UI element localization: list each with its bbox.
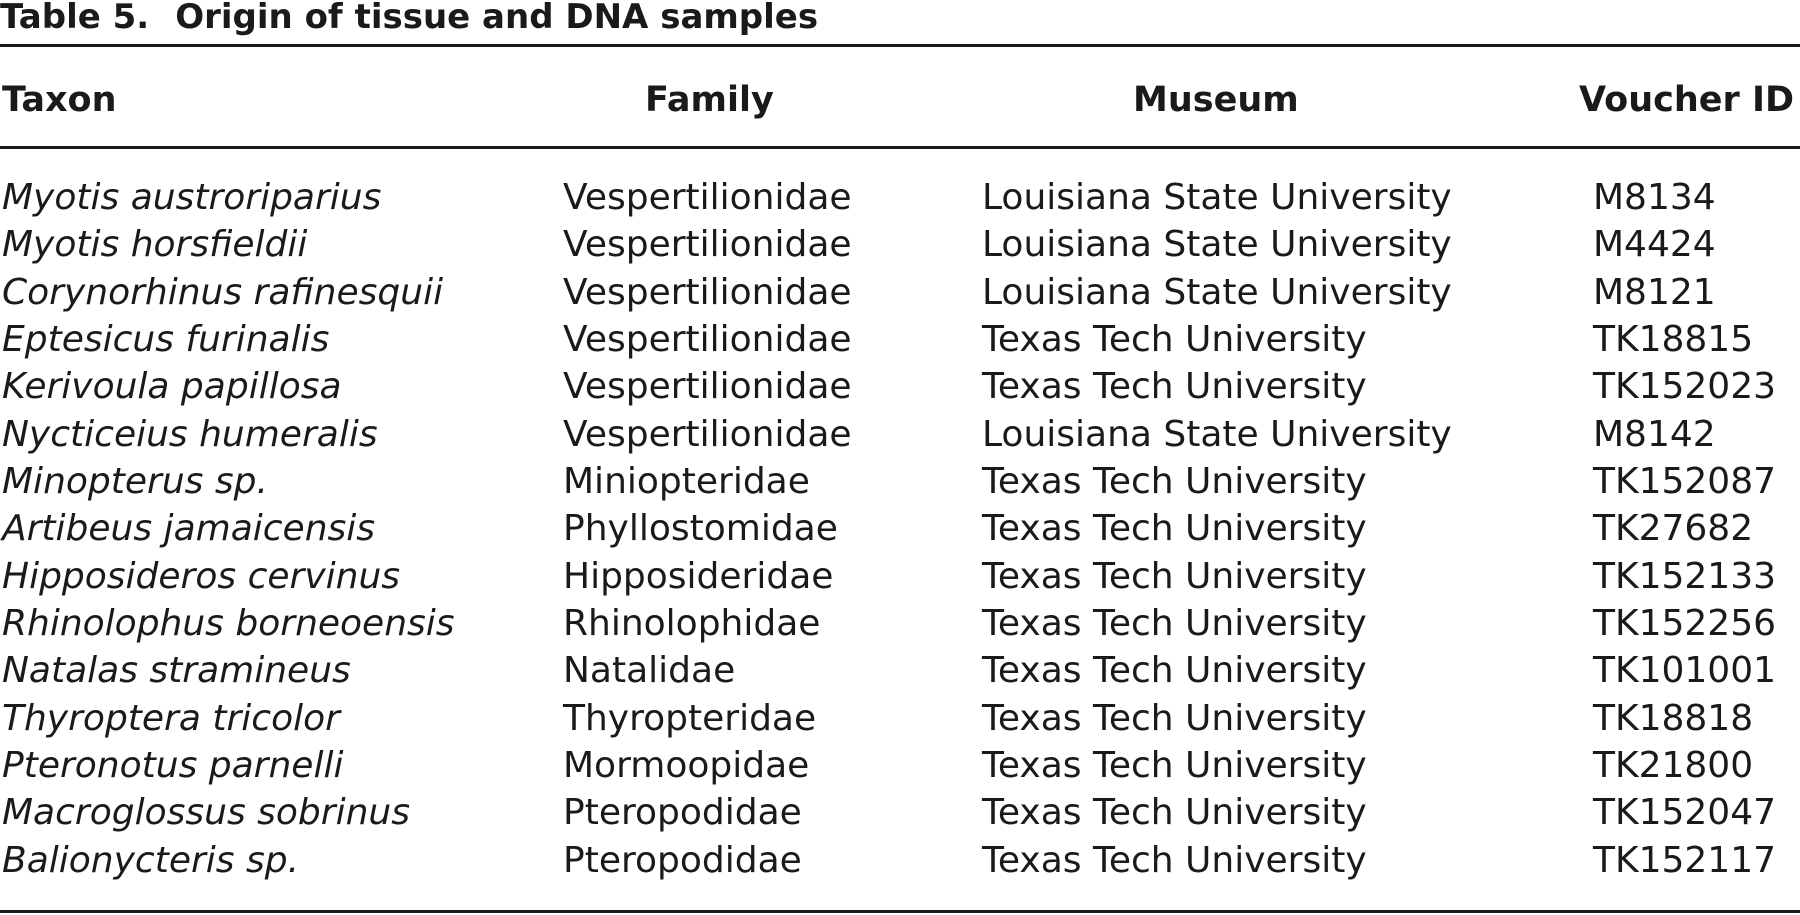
table-row	[0, 221, 1800, 268]
family-cell: Phyllostomidae	[563, 508, 838, 550]
voucher-id-cell: TK101001	[1593, 650, 1777, 692]
taxon-cell: Myotis horsfieldii	[2, 224, 308, 266]
family-cell: Pteropodidae	[563, 792, 802, 834]
taxon-cell: Corynorhinus rafinesquii	[2, 271, 444, 313]
voucher-id-cell: TK27682	[1593, 508, 1754, 550]
table-row	[0, 411, 1800, 458]
museum-cell: Texas Tech University	[982, 792, 1367, 834]
taxon-cell: Natalas stramineus	[2, 650, 351, 692]
header-rule	[0, 146, 1800, 149]
voucher-id-cell: TK18815	[1593, 318, 1754, 360]
column-header-family: Family	[645, 80, 774, 120]
museum-cell: Louisiana State University	[982, 177, 1452, 218]
family-cell: Vespertilionidae	[563, 224, 852, 266]
voucher-id-cell: M8142	[1593, 413, 1716, 455]
table-body	[0, 174, 1800, 884]
taxon-cell: Thyroptera tricolor	[2, 697, 340, 739]
top-rule	[0, 44, 1800, 47]
museum-cell: Texas Tech University	[982, 460, 1367, 502]
table-row	[0, 316, 1800, 363]
column-header-museum: Museum	[1133, 80, 1299, 120]
taxon-cell: Kerivoula papillosa	[2, 366, 342, 408]
table-caption	[0, 0, 818, 40]
column-header-taxon: Taxon	[2, 80, 117, 120]
voucher-id-cell: M8121	[1593, 271, 1716, 313]
table-number: Table 5.	[0, 0, 150, 37]
column-header-voucher-id: Voucher ID	[1579, 80, 1795, 120]
table-row	[0, 363, 1800, 410]
museum-cell: Louisiana State University	[982, 271, 1452, 313]
table-row	[0, 505, 1800, 552]
museum-cell: Texas Tech University	[982, 650, 1367, 692]
family-cell: Vespertilionidae	[563, 271, 852, 313]
taxon-cell: Eptesicus furinalis	[2, 318, 330, 360]
voucher-id-cell: M4424	[1593, 224, 1716, 266]
museum-cell: Texas Tech University	[982, 555, 1367, 597]
table-row	[0, 695, 1800, 742]
voucher-id-cell: TK152133	[1593, 555, 1777, 597]
family-cell: Pteropodidae	[563, 839, 802, 881]
taxon-cell: Hipposideros cervinus	[2, 555, 401, 597]
table-row	[0, 458, 1800, 505]
table-row	[0, 269, 1800, 316]
taxon-cell: Balionycteris sp.	[2, 839, 300, 881]
table-row	[0, 789, 1800, 836]
museum-cell: Texas Tech University	[982, 839, 1367, 881]
museum-cell: Texas Tech University	[982, 602, 1367, 644]
taxon-cell: Pteronotus parnelli	[2, 744, 344, 786]
taxon-cell: Nycticeius humeralis	[2, 413, 378, 455]
taxon-cell: Artibeus jamaicensis	[2, 508, 376, 550]
museum-cell: Texas Tech University	[982, 697, 1367, 739]
voucher-id-cell: TK152047	[1593, 792, 1777, 834]
table-title: Origin of tissue and DNA samples	[175, 0, 819, 37]
family-cell: Miniopteridae	[563, 460, 810, 502]
table-row	[0, 647, 1800, 694]
museum-cell: Louisiana State University	[982, 224, 1452, 266]
taxon-cell: Myotis austroriparius	[2, 177, 382, 218]
museum-cell: Texas Tech University	[982, 366, 1367, 408]
voucher-id-cell: TK152023	[1593, 366, 1777, 408]
family-cell: Natalidae	[563, 650, 736, 692]
family-cell: Vespertilionidae	[563, 177, 852, 218]
taxon-cell: Macroglossus sobrinus	[2, 792, 410, 834]
museum-cell: Texas Tech University	[982, 508, 1367, 550]
family-cell: Hipposideridae	[563, 555, 834, 597]
museum-cell: Louisiana State University	[982, 413, 1452, 455]
family-cell: Mormoopidae	[563, 744, 810, 786]
bottom-rule	[0, 910, 1800, 913]
table-row	[0, 553, 1800, 600]
museum-cell: Texas Tech University	[982, 318, 1367, 360]
voucher-id-cell: TK152087	[1593, 460, 1777, 502]
family-cell: Thyropteridae	[563, 697, 817, 739]
voucher-id-cell: TK21800	[1593, 744, 1754, 786]
family-cell: Vespertilionidae	[563, 413, 852, 455]
museum-cell: Texas Tech University	[982, 744, 1367, 786]
table-row	[0, 600, 1800, 647]
table-row	[0, 742, 1800, 789]
voucher-id-cell: TK18818	[1593, 697, 1754, 739]
voucher-id-cell: M8134	[1593, 177, 1716, 218]
family-cell: Rhinolophidae	[563, 602, 821, 644]
taxon-cell: Rhinolophus borneoensis	[2, 602, 455, 644]
voucher-id-cell: TK152117	[1593, 839, 1777, 881]
table-row	[0, 174, 1800, 221]
voucher-id-cell: TK152256	[1593, 602, 1777, 644]
family-cell: Vespertilionidae	[563, 318, 852, 360]
family-cell: Vespertilionidae	[563, 366, 852, 408]
taxon-cell: Minopterus sp.	[2, 460, 268, 502]
table-row	[0, 837, 1800, 884]
